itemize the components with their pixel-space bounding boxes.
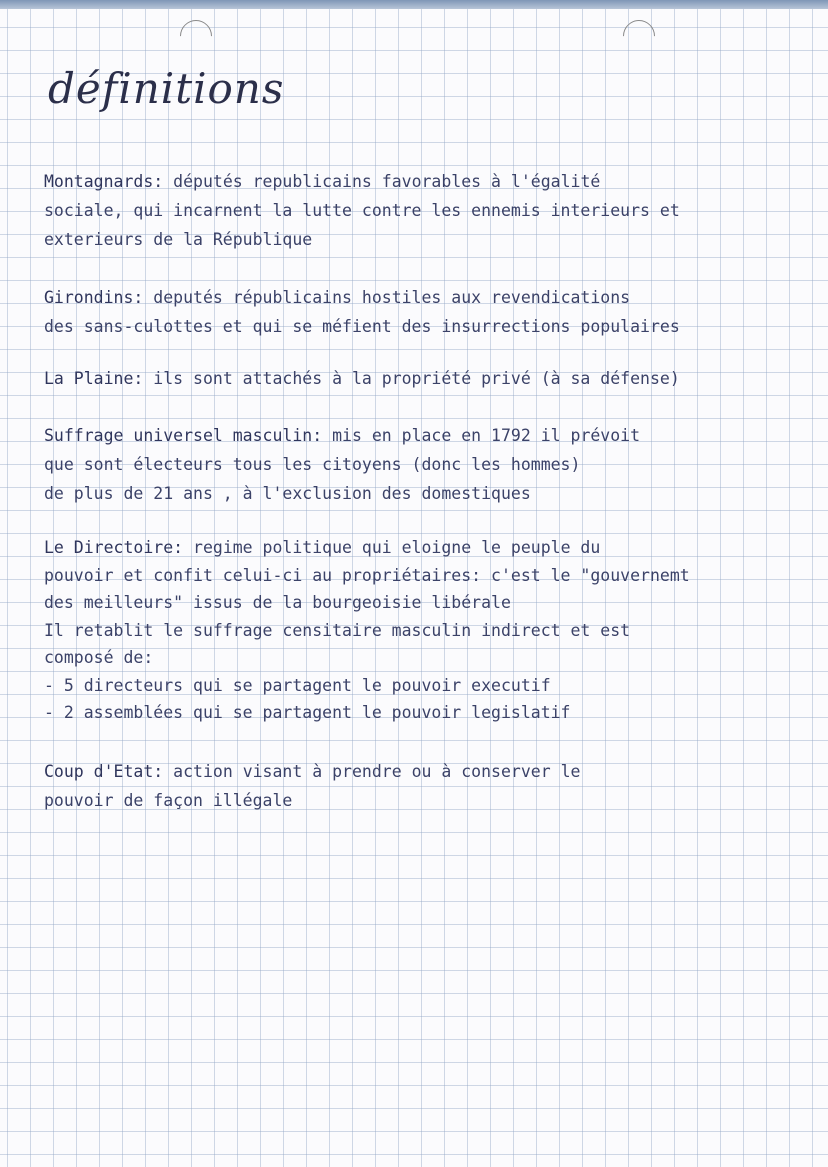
definition-text: Il retablit le suffrage censitaire masculin indirect et est bbox=[44, 620, 631, 640]
definition-text: deputés républicains hostiles aux revendications bbox=[153, 288, 631, 307]
definition-line-1 bbox=[44, 421, 819, 450]
definition-line-1 bbox=[44, 534, 819, 562]
definition-girondins bbox=[44, 283, 819, 341]
definition-term: Montagnards: bbox=[44, 172, 164, 191]
definition-text: des meilleurs" issus de la bourgeoisie libérale bbox=[44, 593, 511, 612]
definition-la-plaine bbox=[44, 364, 819, 393]
definition-text: action visant à prendre ou à conserver le bbox=[173, 762, 581, 781]
page-title: définitions bbox=[48, 64, 285, 113]
definition-term: La Plaine: bbox=[44, 369, 144, 388]
list-item: - 5 directeurs qui se partagent le pouvoir executif bbox=[44, 675, 551, 695]
top-binding-band bbox=[0, 0, 828, 9]
definition-line-1 bbox=[44, 283, 819, 312]
definition-le-directoire bbox=[44, 534, 819, 727]
definition-coup-d-etat bbox=[44, 757, 819, 815]
definition-term: Girondins: bbox=[44, 288, 144, 307]
definition-text: députés republicains favorables à l'égalité bbox=[173, 172, 601, 191]
definition-text: pouvoir et confit celui-ci au propriétaires: c'est le "gouvernemt bbox=[44, 565, 690, 585]
punch-hole-right bbox=[616, 13, 661, 58]
definition-line-1 bbox=[44, 167, 819, 196]
definition-term: Coup d'Etat: bbox=[44, 762, 164, 781]
definition-text: ils sont attachés à la propriété privé (à sa défense) bbox=[153, 369, 680, 388]
definition-text: sociale, qui incarnent la lutte contre les ennemis interieurs et bbox=[44, 201, 680, 220]
definition-line-1 bbox=[44, 757, 819, 786]
definition-term: Le Directoire: bbox=[44, 538, 184, 557]
definition-term: Suffrage universel masculin: bbox=[44, 426, 323, 445]
definition-text: mis en place en 1792 il prévoit bbox=[332, 426, 641, 445]
list-item: - 2 assemblées qui se partagent le pouvoir legislatif bbox=[44, 703, 571, 722]
punch-hole-left bbox=[173, 13, 218, 58]
definition-line-1 bbox=[44, 364, 819, 393]
definition-text: des sans-culottes et qui se méfient des insurrections populaires bbox=[44, 317, 680, 336]
definition-text: exterieurs de la République bbox=[44, 230, 313, 249]
definition-text: que sont électeurs tous les citoyens (donc les hommes) bbox=[44, 455, 581, 474]
definition-suffrage-universel bbox=[44, 421, 819, 508]
definition-text: pouvoir de façon illégale bbox=[44, 791, 293, 810]
definition-text: composé de: bbox=[44, 648, 154, 667]
definition-text: regime politique qui eloigne le peuple du bbox=[193, 538, 601, 557]
definition-text: de plus de 21 ans , à l'exclusion des domestiques bbox=[44, 484, 531, 503]
definition-montagnards bbox=[44, 167, 819, 254]
